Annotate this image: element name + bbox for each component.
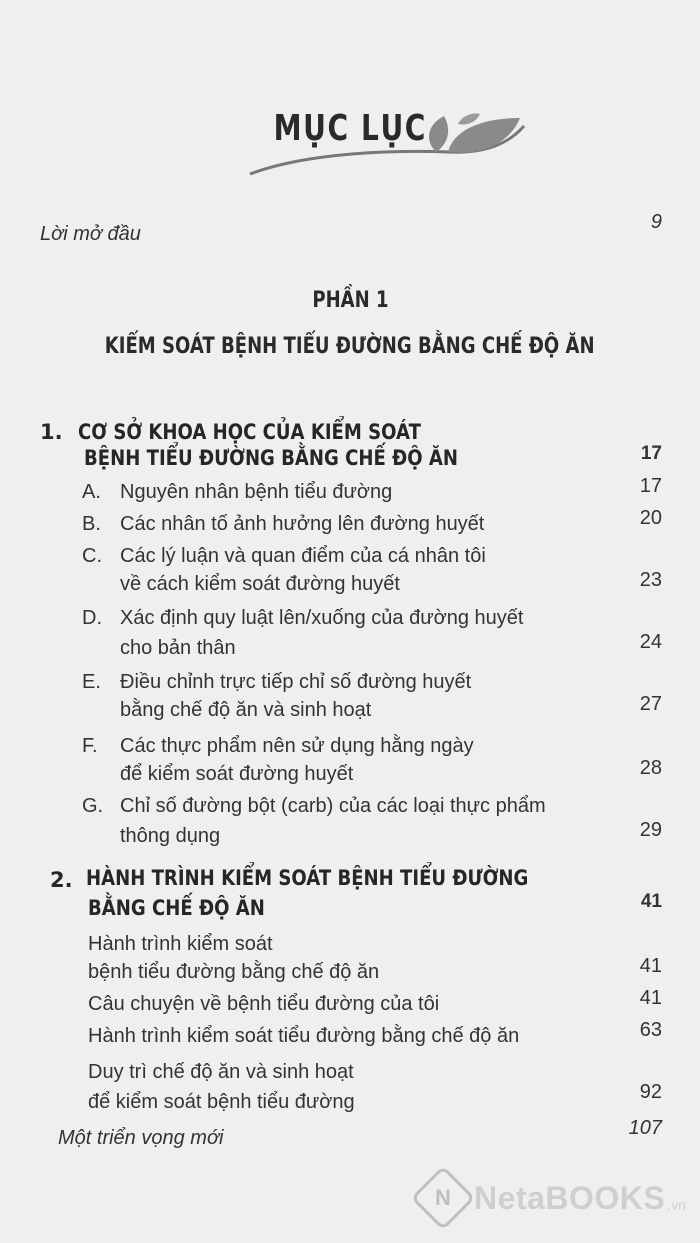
toc-item-f-line2[interactable]: để kiểm soát đường huyết [120,763,354,785]
part-heading: PHẦN 1 [311,288,389,313]
toc-item-g-page: 29 [639,819,662,841]
item-letter: A. [82,481,101,503]
section-2-page: 41 [640,891,662,912]
section-1-number: 1. [40,420,63,444]
toc-item-2-4-line1[interactable]: Duy trì chế độ ăn và sinh hoạt [88,1061,354,1083]
toc-item-f-line1[interactable]: Các thực phẩm nên sử dụng hằng ngày [120,735,474,757]
toc-item-a[interactable]: Nguyên nhân bệnh tiểu đường [120,481,393,503]
toc-item-2-1-line1[interactable]: Hành trình kiểm soát [88,933,273,955]
toc-item-2-2-page: 41 [639,987,662,1009]
toc-outro-page: 107 [628,1117,662,1139]
toc-item-b-page: 20 [639,507,662,529]
section-2-number: 2. [50,868,73,892]
toc-item-2-4-line2[interactable]: để kiểm soát bệnh tiểu đường [88,1091,355,1113]
section-1-title-line2[interactable]: BỆNH TIỂU ĐƯỜNG BẰNG CHẾ ĐỘ ĂN [84,446,459,470]
toc-intro-page: 9 [650,211,662,233]
toc-item-2-2[interactable]: Câu chuyện về bệnh tiểu đường của tôi [88,993,440,1015]
toc-item-c-line1[interactable]: Các lý luận và quan điểm của cá nhân tôi [120,545,486,567]
toc-item-c-page: 23 [639,569,662,591]
toc-item-2-1-page: 41 [639,955,662,977]
toc-item-d-page: 24 [639,631,662,653]
toc-item-d-line1[interactable]: Xác định quy luật lên/xuống của đường huyết [120,607,524,629]
watermark-brand: NetaBOOKS [474,1179,666,1216]
item-letter: E. [82,671,101,693]
toc-item-2-4-page: 92 [639,1081,662,1103]
toc-item-2-3-page: 63 [639,1019,662,1041]
part-subtitle: KIỂM SOÁT BỆNH TIỂU ĐƯỜNG BẰNG CHẾ ĐỘ ĂN [105,334,595,359]
toc-item-d-line2[interactable]: cho bản thân [120,637,236,659]
item-letter: G. [82,795,104,817]
toc-item-2-3[interactable]: Hành trình kiểm soát tiểu đường bằng chế độ ăn [88,1025,520,1047]
section-1-page: 17 [640,443,662,464]
item-letter: D. [82,607,102,629]
section-2-title-line1[interactable]: HÀNH TRÌNH KIỂM SOÁT BỆNH TIỂU ĐƯỜNG [86,866,529,890]
item-letter: C. [82,545,102,567]
watermark [420,1168,686,1228]
toc-item-e-line1[interactable]: Điều chỉnh trực tiếp chỉ số đường huyết [120,671,472,693]
toc-item-e-line2[interactable]: bằng chế độ ăn và sinh hoạt [120,699,372,721]
toc-item-b[interactable]: Các nhân tố ảnh hưởng lên đường huyết [120,513,485,535]
toc-item-2-1-line2[interactable]: bệnh tiểu đường bằng chế độ ăn [88,961,380,983]
toc-item-f-page: 28 [639,757,662,779]
page-title: MỤC LỤC [273,108,427,149]
toc-item-g-line1[interactable]: Chỉ số đường bột (carb) của các loại thực phẩm [120,795,546,817]
section-2-title-line2[interactable]: BẰNG CHẾ ĐỘ ĂN [88,896,265,920]
toc-item-a-page: 17 [639,475,662,497]
leaf-ornament-icon [248,112,528,182]
toc-item-e-page: 27 [639,693,662,715]
section-1-title-line1[interactable]: CƠ SỞ KHOA HỌC CỦA KIỂM SOÁT [78,420,421,444]
toc-item-c-line2[interactable]: về cách kiểm soát đường huyết [120,573,400,595]
netabooks-logo-icon: N [410,1165,475,1230]
item-letter: F. [82,735,98,757]
toc-intro-label[interactable]: Lời mở đầu [40,223,141,245]
watermark-suffix: .vn [667,1197,686,1213]
toc-outro-label[interactable]: Một triển vọng mới [58,1127,224,1149]
toc-item-g-line2[interactable]: thông dụng [120,825,221,847]
item-letter: B. [82,513,101,535]
